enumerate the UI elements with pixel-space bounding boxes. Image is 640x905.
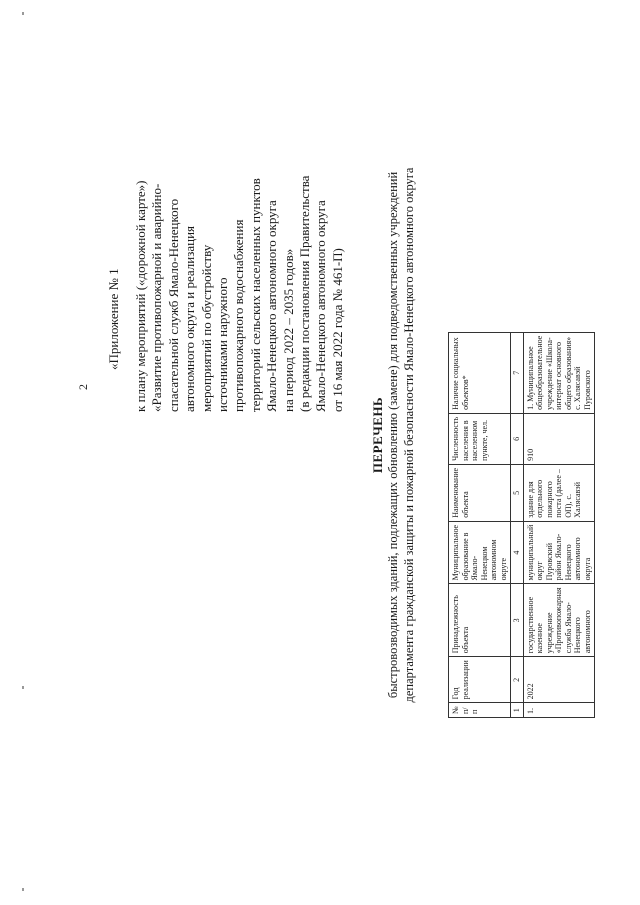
buildings-table xyxy=(448,332,595,718)
plan-line: от 16 мая 2022 года № 461-П) xyxy=(329,248,345,412)
table-header-row xyxy=(449,332,511,717)
appendix-title: «Приложение № 1 xyxy=(106,268,121,370)
plan-line: автономного округа и реализация xyxy=(182,225,198,412)
header-cell: Наименование объекта xyxy=(449,464,511,521)
plan-line: (в редакции постановления Правительства xyxy=(297,175,313,412)
plan-line: Ямало-Ненецкого автономного округа xyxy=(313,200,329,412)
plan-line: «Развитие противопожарной и аварийно- xyxy=(149,183,165,412)
column-number-cell: 5 xyxy=(511,464,524,521)
document-heading xyxy=(370,110,417,760)
table-cell: государственное казенное учреждение «Противопожарная служба Ямало-Ненецкого автономного xyxy=(523,584,595,657)
header-cell: Принадлежность объекта xyxy=(449,584,511,657)
scan-artifact xyxy=(22,686,24,689)
table-cell: 1. xyxy=(523,703,595,718)
plan-line: территорий сельских населенных пунктов xyxy=(247,178,263,412)
table-cell: 910 xyxy=(523,413,595,464)
plan-line: мероприятий по обустройству xyxy=(198,244,214,412)
table-row xyxy=(523,332,595,717)
plan-reference-block xyxy=(133,12,346,412)
page-number: 2 xyxy=(76,384,90,390)
column-number-cell: 2 xyxy=(511,657,524,703)
header-cell: Численность населения в населенном пункте, чел. xyxy=(449,413,511,464)
plan-line: к плану мероприятий («дорожной карте») xyxy=(133,180,148,412)
table-cell: 2022 xyxy=(523,657,595,703)
heading-line: быстровозводимых зданий, подлежащих обновлению (замене) для подведомственных учреждений xyxy=(386,171,400,699)
header-cell: Наличие социальных объектов* xyxy=(449,332,511,413)
plan-line: Ямало-Ненецкого автономного округа xyxy=(264,200,280,412)
scan-artifact xyxy=(22,12,24,15)
column-number-cell: 4 xyxy=(511,521,524,584)
column-number-cell: 7 xyxy=(511,332,524,413)
plan-line: противопожарного водоснабжения xyxy=(231,219,247,412)
table-cell: 1. Муниципальное общеобразовательное учреждение «Школа-интернат основного общего образования» с. Халясавэй Пуровского xyxy=(523,332,595,413)
buildings-table-wrapper xyxy=(448,332,595,718)
column-number-cell: 6 xyxy=(511,413,524,464)
header-cell: Муниципальное образование в Ямало-Ненецком автономном округе xyxy=(449,521,511,584)
table-cell: здание для отдельного пожарного поста (далее – ОП), с. Халясавэй xyxy=(523,464,595,521)
plan-line: источниками наружного xyxy=(215,277,231,412)
plan-line: спасательной служб Ямало-Ненецкого xyxy=(165,198,181,412)
table-cell: муниципальный округ Пуровский район Ямало-Ненецкого автономного округа xyxy=(523,521,595,584)
header-cell: № п/п xyxy=(449,703,511,718)
column-number-row xyxy=(511,332,524,717)
scan-artifact xyxy=(22,888,24,891)
heading-title: ПЕРЕЧЕНЬ xyxy=(370,396,385,474)
plan-line: на период 2022 – 2035 годов» xyxy=(280,248,296,412)
header-cell: Год реализации xyxy=(449,657,511,703)
column-number-cell: 3 xyxy=(511,584,524,657)
heading-line: департамента гражданской защиты и пожарной безопасности Ямало-Ненецкого автономного округа xyxy=(401,167,416,703)
column-number-cell: 1 xyxy=(511,703,524,718)
